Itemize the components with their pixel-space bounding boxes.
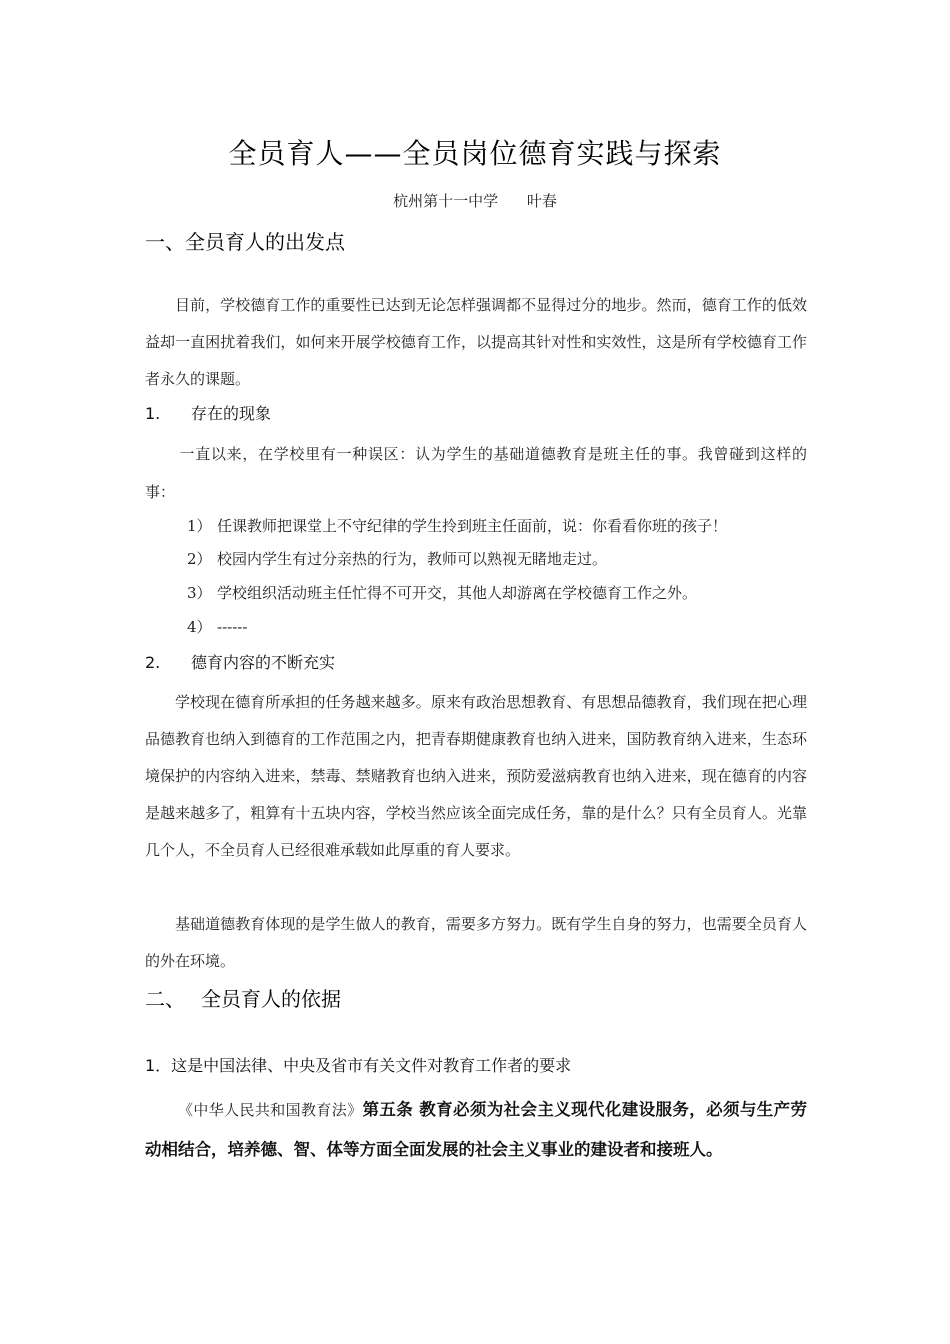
subsection-2-1-heading: 1．这是中国法律、中央及省市有关文件对教育工作者的要求 bbox=[145, 1056, 572, 1075]
section-1-intro: 目前，学校德育工作的重要性已达到无论怎样强调都不显得过分的地步。然而，德育工作的低效益却一直困扰着我们，如何来开展学校德育工作，以提高其针对性和实效性，这是所有学校德育工作者永久的课题。 bbox=[145, 296, 807, 388]
subsection-1-2-para-2: 基础道德教育体现的是学生做人的教育，需要多方努力。既有学生自身的努力，也需要全员育人的外在环境。 bbox=[145, 915, 807, 970]
law-article: 第五条 教育必须为社会主义现代化建设服务，必须与生产劳动相结合，培养德、智、体等方面全面发展的社会主义事业的建设者和接班人。 bbox=[145, 1100, 807, 1159]
list-item: 4） ------ bbox=[187, 618, 248, 636]
list-item: 1） 任课教师把课堂上不守纪律的学生拎到班主任面前，说：你看看你班的孩子！ bbox=[187, 517, 728, 535]
author-line bbox=[0, 190, 950, 211]
page-title: 全员育人——全员岗位德育实践与探索 bbox=[228, 137, 722, 170]
subsection-title: 德育内容的不断充实 bbox=[191, 653, 336, 672]
section-1-heading: 一、全员育人的出发点 bbox=[145, 230, 345, 254]
list-item: 3） 学校组织活动班主任忙得不可开交，其他人却游离在学校德育工作之外。 bbox=[187, 584, 698, 602]
subsection-number: 2. bbox=[145, 653, 161, 672]
author-name: 叶春 bbox=[526, 192, 557, 210]
section-2-heading bbox=[145, 983, 341, 1012]
subsection-2-1-para bbox=[145, 1090, 807, 1170]
author-school: 杭州第十一中学 bbox=[393, 192, 499, 210]
subsection-1-2-heading bbox=[145, 650, 335, 673]
subsection-title: 存在的现象 bbox=[191, 404, 272, 423]
subsection-1-1-para: 一直以来，在学校里有一种误区：认为学生的基础道德教育是班主任的事。我曾碰到这样的事： bbox=[145, 445, 807, 501]
subsection-1-2-para-1: 学校现在德育所承担的任务越来越多。原来有政治思想教育、有思想品德教育，我们现在把心理品德教育也纳入到德育的工作范围之内，把青春期健康教育也纳入进来，国防教育纳入进来，生态环境保护的内容纳入进来，禁毒、禁赌教育也纳入进来，预防爱滋病教育也纳入进来，现在德育的内容是越来越多了，粗算有十五块内容，学校当然应该全面完成任务，靠的是什么？只有全员育人。光靠几个人，不全员育人已经很难承载如此厚重的育人要求。 bbox=[145, 693, 807, 859]
subsection-number: 1. bbox=[145, 404, 161, 423]
section-title: 全员育人的依据 bbox=[201, 987, 341, 1011]
list-item: 2） 校园内学生有过分亲热的行为，教师可以熟视无睹地走过。 bbox=[187, 550, 608, 568]
subsection-1-1-heading bbox=[145, 401, 271, 424]
section-number: 二、 bbox=[145, 987, 185, 1011]
law-title: 《中华人民共和国教育法》 bbox=[178, 1101, 363, 1119]
